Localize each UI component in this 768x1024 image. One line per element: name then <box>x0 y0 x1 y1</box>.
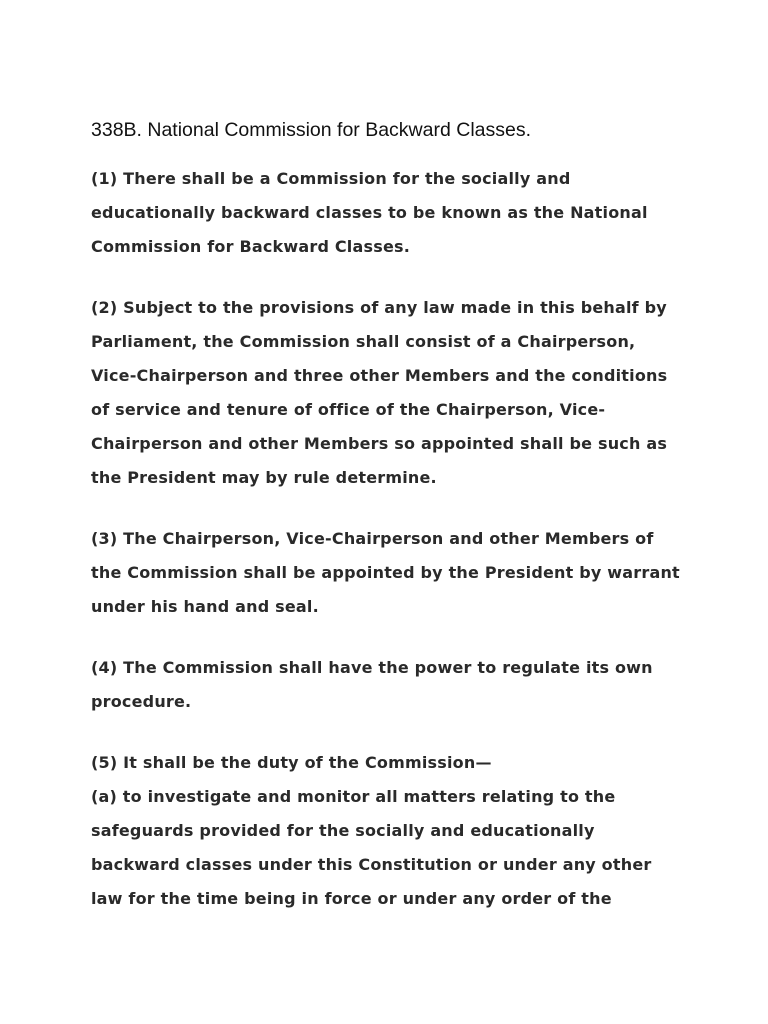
text-line: (5) It shall be the duty of the Commission— <box>91 753 492 772</box>
text-line: safeguards provided for the socially and educationally <box>91 821 595 840</box>
text-line: (2) Subject to the provisions of any law made in this behalf by <box>91 298 667 317</box>
text-line: under his hand and seal. <box>91 597 319 616</box>
text-line: Vice-Chairperson and three other Members and the conditions <box>91 366 668 385</box>
text-line: (a) to investigate and monitor all matters relating to the <box>91 787 616 806</box>
text-line: educationally backward classes to be known as the National <box>91 203 648 222</box>
text-line: Commission for Backward Classes. <box>91 237 410 256</box>
clause-4 <box>91 651 701 719</box>
text-line: Parliament, the Commission shall consist of a Chairperson, <box>91 332 636 351</box>
clause-2 <box>91 291 701 495</box>
clause-5 <box>91 746 701 916</box>
text-line: law for the time being in force or under any order of the <box>91 889 612 908</box>
clause-3 <box>91 522 701 624</box>
text-line: of service and tenure of office of the Chairperson, Vice- <box>91 400 606 419</box>
text-line: procedure. <box>91 692 192 711</box>
text-line: (4) The Commission shall have the power to regulate its own <box>91 658 653 677</box>
article-body <box>91 162 701 916</box>
clause-1 <box>91 162 701 264</box>
text-line: (1) There shall be a Commission for the socially and <box>91 169 571 188</box>
text-line: the President may by rule determine. <box>91 468 437 487</box>
text-line: backward classes under this Constitution or under any other <box>91 855 652 874</box>
text-line: Chairperson and other Members so appointed shall be such as <box>91 434 668 453</box>
text-line: (3) The Chairperson, Vice-Chairperson and other Members of <box>91 529 654 548</box>
article-heading: 338B. National Commission for Backward Classes. <box>91 119 532 141</box>
text-line: the Commission shall be appointed by the President by warrant <box>91 563 680 582</box>
